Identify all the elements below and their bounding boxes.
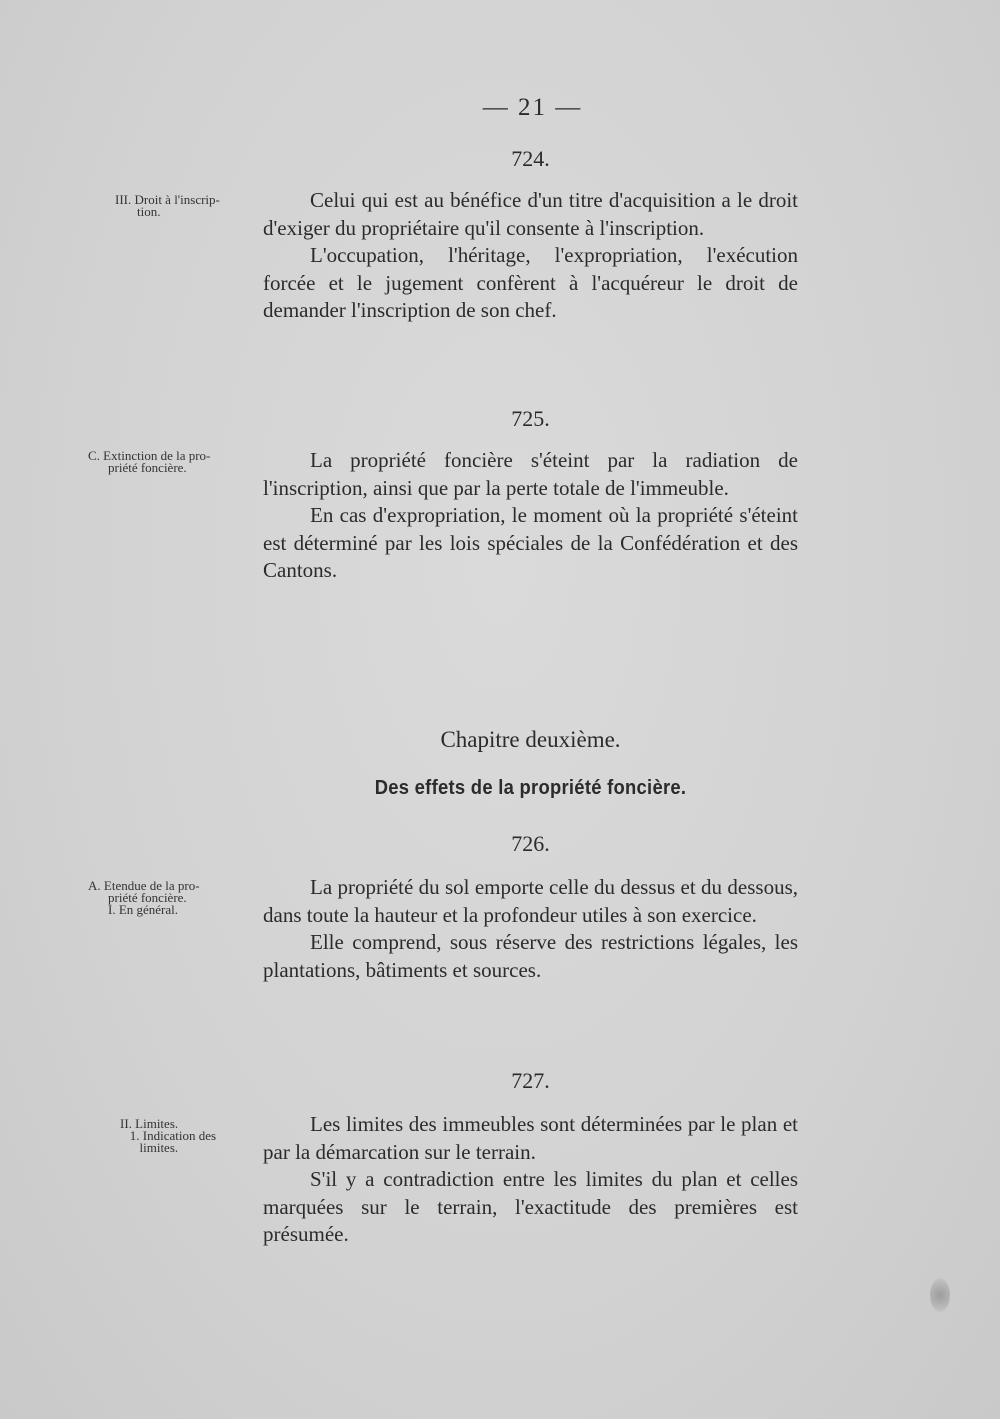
margin-note-line: II. Limites. [120,1116,179,1131]
margin-note-725 [88,450,258,474]
margin-note-line: I. En général. [108,902,179,917]
paragraph: La propriété du sol emporte celle du dessus et du dessous, dans toute la hauteur et la profondeur utiles à son exercice. [263,875,798,927]
margin-note-line: tion. [137,204,161,219]
paragraph: S'il y a contradiction entre les limites du plan et celles marquées sur le terrain, l'exactitude des premières est présumée. [263,1167,798,1246]
margin-note-724 [115,194,285,218]
paper-blemish [930,1278,950,1312]
paragraph: L'occupation, l'héritage, l'expropriation, l'exécution forcée et le jugement confèrent à l'acquéreur le droit de demander l'inscription de son chef. [263,243,798,322]
paragraph: Les limites des immeubles sont déterminées par le plan et par la démarcation sur le terrain. [263,1112,798,1164]
paragraph: La propriété foncière s'éteint par la radiation de l'inscription, ainsi que par la perte totale de l'immeuble. [263,448,798,500]
page-number: — 21 — [482,94,583,121]
article-number-726: 726. [511,831,550,856]
paragraph: En cas d'expropriation, le moment où la propriété s'éteint est déterminé par les lois spéciales de la Confédération et des Cantons. [263,503,798,582]
margin-note-line: priété foncière. [108,890,187,905]
margin-note-line: limites. [120,1140,179,1155]
article-text-727 [263,1111,798,1249]
margin-note-line: C. Extinction de la pro- [88,448,211,463]
margin-note-line: priété foncière. [108,460,187,475]
margin-note-line: A. Etendue de la pro- [88,878,200,893]
paragraph: Elle comprend, sous réserve des restrictions légales, les plantations, bâtiments et sources. [263,930,798,982]
paragraph: Celui qui est au bénéfice d'un titre d'acquisition a le droit d'exiger du propriétaire qu'il consente à l'inscription. [263,188,798,240]
article-number-724: 724. [511,146,550,171]
margin-note-line: 1. Indication des [120,1128,217,1143]
article-number-725: 725. [511,406,550,431]
article-number-727: 727. [511,1068,550,1093]
article-text-725 [263,447,798,585]
article-text-726 [263,874,798,984]
margin-note-726 [88,880,258,916]
section-heading: Des effets de la propriété foncière. [374,777,687,799]
margin-note-line: III. Droit à l'inscrip- [115,192,220,207]
chapter-title: Chapitre deuxième. [440,727,621,752]
article-text-724 [263,187,798,325]
